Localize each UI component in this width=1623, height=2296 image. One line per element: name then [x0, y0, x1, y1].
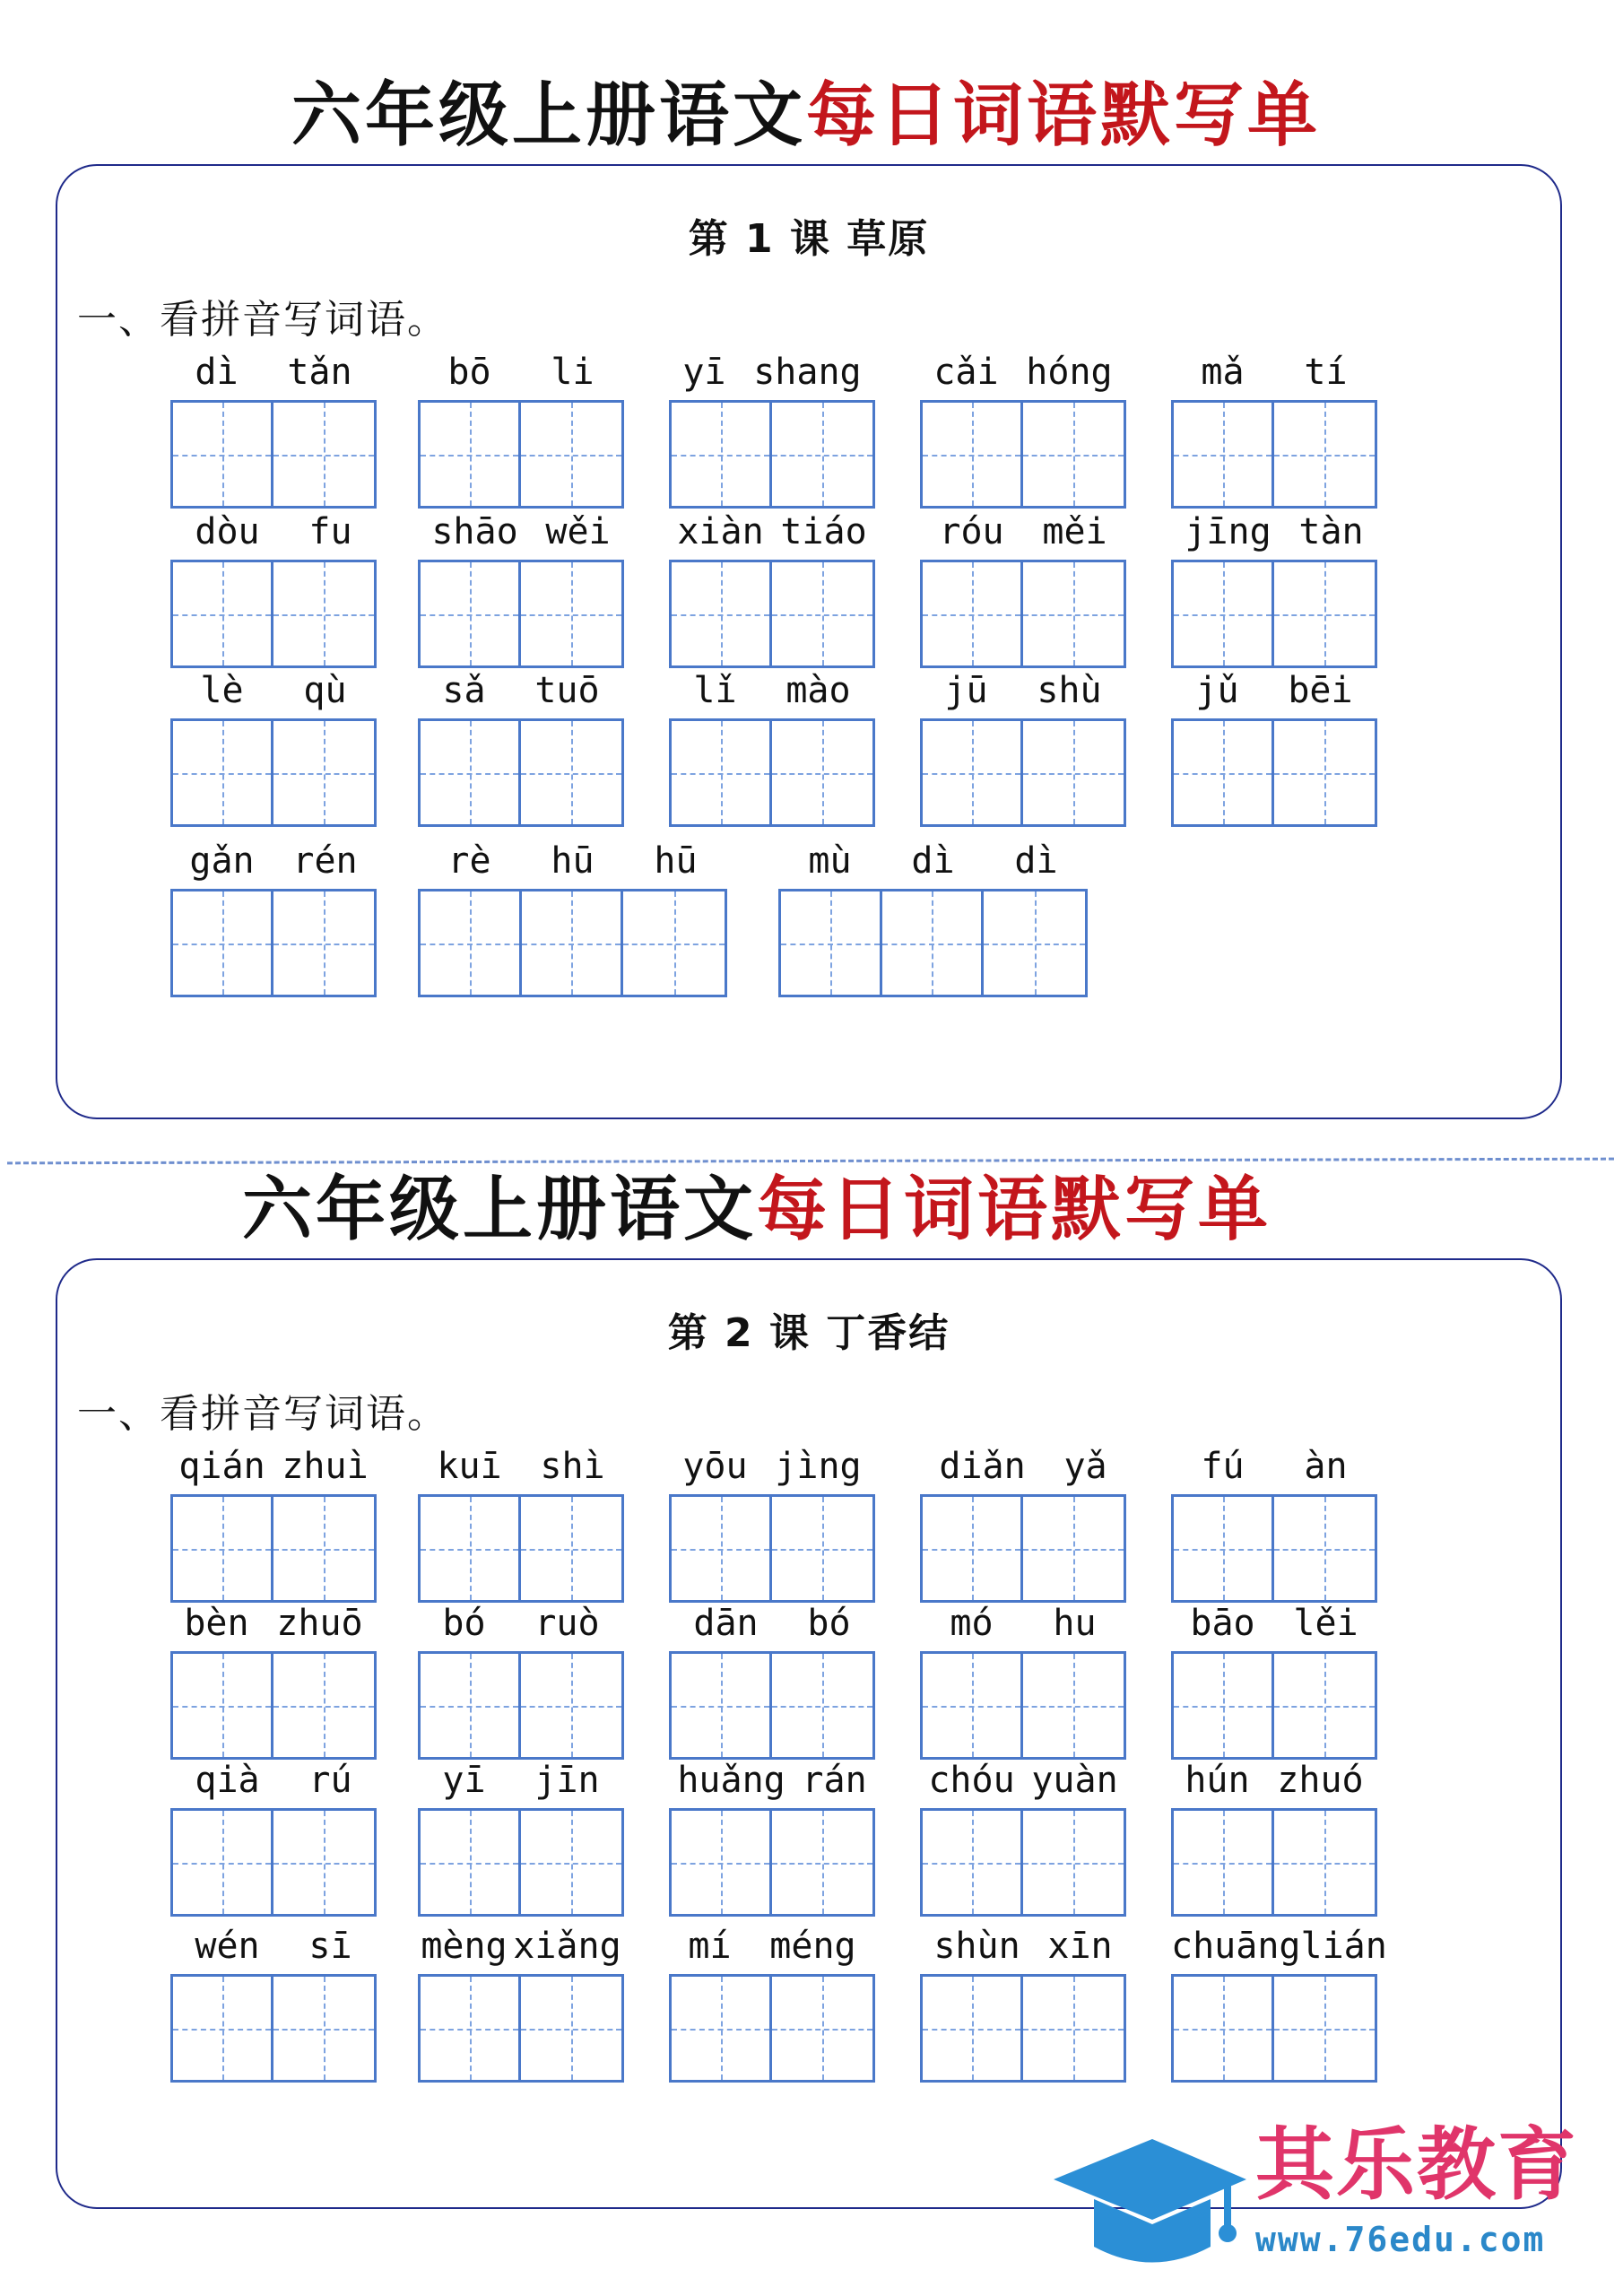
character-box[interactable] — [273, 562, 374, 665]
pinyin-syllable: shùn — [933, 1926, 1020, 1967]
pinyin-syllable: bō — [447, 352, 491, 393]
pinyin-label — [418, 668, 624, 713]
pinyin-syllable: li — [551, 352, 595, 393]
pinyin-label — [669, 350, 875, 395]
character-box[interactable] — [1274, 1977, 1375, 2080]
writing-grid — [418, 400, 624, 509]
pinyin-label — [170, 350, 377, 395]
word-item — [170, 1924, 377, 2083]
pinyin-syllable: qià — [195, 1760, 260, 1801]
sheet2-title-red: 每日词语默写单 — [757, 1169, 1272, 1250]
character-box[interactable] — [672, 1977, 772, 2080]
sheet2-title — [242, 1169, 1272, 1250]
character-box[interactable] — [923, 1977, 1023, 2080]
pinyin-label — [920, 1444, 1126, 1489]
character-box[interactable] — [1174, 1977, 1274, 2080]
character-box[interactable] — [421, 1811, 521, 1914]
sheet2-panel — [56, 1258, 1562, 2209]
character-box[interactable] — [273, 1977, 374, 2080]
character-box[interactable] — [421, 1977, 521, 2080]
character-box[interactable] — [772, 403, 872, 506]
pinyin-syllable: hún — [1185, 1760, 1250, 1801]
writing-grid — [920, 1651, 1126, 1760]
writing-grid — [170, 1974, 377, 2083]
character-box[interactable] — [1023, 1977, 1124, 2080]
character-box[interactable] — [421, 721, 521, 824]
pinyin-syllable: mào — [785, 670, 851, 711]
word-item — [669, 1601, 875, 1760]
pinyin-syllable: jīn — [534, 1760, 600, 1801]
writing-grid — [1171, 1974, 1377, 2083]
pinyin-syllable: mó — [950, 1603, 994, 1644]
cut-line — [7, 1158, 1614, 1165]
pinyin-syllable: tuō — [534, 670, 600, 711]
character-box[interactable] — [1174, 721, 1274, 824]
pinyin-syllable: lěi — [1293, 1603, 1358, 1644]
pinyin-label — [1171, 509, 1377, 554]
writing-grid — [920, 1494, 1126, 1603]
pinyin-syllable: rú — [308, 1760, 352, 1801]
character-box[interactable] — [521, 721, 621, 824]
pinyin-label — [920, 509, 1126, 554]
writing-grid — [418, 1494, 624, 1603]
pinyin-syllable: ruò — [534, 1603, 600, 1644]
character-box[interactable] — [173, 562, 273, 665]
word-item — [920, 509, 1126, 668]
word-item — [170, 668, 377, 827]
word-item — [669, 1924, 875, 2083]
word-item — [418, 668, 624, 827]
word-item — [418, 509, 624, 668]
pinyin-syllable: bó — [442, 1603, 486, 1644]
character-box[interactable] — [173, 1977, 273, 2080]
writing-grid — [418, 1974, 624, 2083]
word-item — [1171, 1924, 1387, 2083]
writing-grid — [669, 1808, 875, 1917]
character-box[interactable] — [1274, 721, 1375, 824]
writing-grid — [920, 560, 1126, 668]
character-box[interactable] — [273, 1654, 374, 1757]
character-box[interactable] — [772, 1497, 872, 1600]
pinyin-syllable: bēi — [1288, 670, 1353, 711]
word-item — [418, 839, 727, 997]
pinyin-syllable: shù — [1037, 670, 1102, 711]
pinyin-syllable: hóng — [1026, 352, 1113, 393]
pinyin-syllable: tǎn — [287, 352, 352, 393]
word-item — [170, 350, 377, 509]
character-box[interactable] — [984, 891, 1085, 995]
sheet1-panel — [56, 164, 1562, 1119]
pinyin-label — [418, 1924, 624, 1969]
word-item — [920, 1758, 1126, 1917]
character-box[interactable] — [522, 891, 623, 995]
pinyin-syllable: hū — [654, 840, 698, 882]
character-box[interactable] — [772, 1811, 872, 1914]
pinyin-syllable: tiáo — [780, 511, 867, 552]
character-box[interactable] — [1274, 1497, 1375, 1600]
pinyin-syllable: lián — [1300, 1926, 1387, 1967]
pinyin-syllable: xīn — [1047, 1926, 1113, 1967]
character-box[interactable] — [923, 562, 1023, 665]
pinyin-label — [170, 668, 377, 713]
pinyin-syllable: wěi — [545, 511, 611, 552]
pinyin-syllable: bāo — [1190, 1603, 1255, 1644]
sheet1-title — [291, 74, 1322, 156]
pinyin-label — [669, 1924, 875, 1969]
word-item — [920, 1444, 1126, 1603]
writing-grid — [1171, 1808, 1377, 1917]
character-box[interactable] — [772, 1654, 872, 1757]
word-item — [920, 668, 1126, 827]
pinyin-syllable: wén — [195, 1926, 260, 1967]
pinyin-syllable: cǎi — [933, 352, 999, 393]
word-item — [418, 1758, 624, 1917]
sheet1-title-black: 六年级上册语文 — [291, 74, 807, 156]
character-box[interactable] — [772, 721, 872, 824]
pinyin-syllable: chóu — [928, 1760, 1015, 1801]
writing-grid — [170, 1808, 377, 1917]
pinyin-syllable: shāo — [431, 511, 518, 552]
pinyin-syllable: tí — [1304, 352, 1348, 393]
character-box[interactable] — [1274, 1811, 1375, 1914]
character-box[interactable] — [521, 1811, 621, 1914]
pinyin-syllable: dòu — [195, 511, 260, 552]
writing-grid — [920, 1808, 1126, 1917]
pinyin-label — [920, 350, 1126, 395]
writing-grid — [669, 1974, 875, 2083]
word-item — [170, 1444, 377, 1603]
pinyin-syllable: jìng — [775, 1446, 862, 1487]
pinyin-syllable: jū — [944, 670, 988, 711]
word-item — [170, 1758, 377, 1917]
character-box[interactable] — [421, 1654, 521, 1757]
character-box[interactable] — [772, 562, 872, 665]
character-box[interactable] — [672, 721, 772, 824]
pinyin-label — [1171, 1444, 1377, 1489]
writing-grid — [418, 718, 624, 827]
pinyin-label — [1171, 668, 1377, 713]
pinyin-label — [170, 1924, 377, 1969]
sheet1-lesson-title: 第 1 课 草原 — [688, 216, 930, 262]
character-box[interactable] — [273, 1497, 374, 1600]
pinyin-syllable: yōu — [682, 1446, 748, 1487]
word-item — [920, 1601, 1126, 1760]
character-box[interactable] — [623, 891, 725, 995]
pinyin-syllable: méng — [769, 1926, 856, 1967]
character-box[interactable] — [1174, 1654, 1274, 1757]
pinyin-label — [170, 509, 377, 554]
character-box[interactable] — [923, 1497, 1023, 1600]
pinyin-label — [418, 1758, 624, 1803]
writing-grid — [170, 718, 377, 827]
writing-grid — [920, 718, 1126, 827]
pinyin-syllable: dì — [195, 352, 239, 393]
pinyin-syllable: àn — [1304, 1446, 1348, 1487]
sheet1-section-heading: 一、看拼音写词语。 — [77, 297, 448, 343]
graduation-cap-icon — [1045, 2126, 1251, 2269]
word-item — [778, 839, 1088, 997]
writing-grid — [170, 1494, 377, 1603]
pinyin-label — [778, 839, 1088, 883]
word-item — [669, 509, 875, 668]
pinyin-syllable: kuī — [437, 1446, 502, 1487]
pinyin-syllable: bèn — [184, 1603, 249, 1644]
pinyin-syllable: yuàn — [1031, 1760, 1118, 1801]
writing-grid — [669, 1651, 875, 1760]
character-box[interactable] — [273, 403, 374, 506]
character-box[interactable] — [923, 1654, 1023, 1757]
word-item — [1171, 1601, 1377, 1760]
pinyin-label — [170, 1758, 377, 1803]
character-box[interactable] — [1023, 562, 1124, 665]
word-item — [170, 839, 377, 997]
pinyin-syllable: huǎng — [677, 1760, 785, 1801]
character-box[interactable] — [173, 1654, 273, 1757]
word-item — [920, 1924, 1126, 2083]
character-box[interactable] — [1023, 1497, 1124, 1600]
pinyin-syllable: dān — [693, 1603, 759, 1644]
pinyin-syllable: shang — [753, 352, 862, 393]
pinyin-label — [920, 1758, 1126, 1803]
character-box[interactable] — [1174, 403, 1274, 506]
pinyin-syllable: róu — [939, 511, 1004, 552]
character-box[interactable] — [923, 403, 1023, 506]
character-box[interactable] — [421, 562, 521, 665]
character-box[interactable] — [173, 1811, 273, 1914]
writing-grid — [418, 889, 727, 997]
pinyin-syllable: yī — [682, 352, 726, 393]
pinyin-syllable: fu — [308, 511, 352, 552]
character-box[interactable] — [882, 891, 984, 995]
pinyin-label — [418, 839, 727, 883]
character-box[interactable] — [521, 1654, 621, 1757]
character-box[interactable] — [421, 403, 521, 506]
character-box[interactable] — [1174, 1811, 1274, 1914]
pinyin-label — [1171, 350, 1377, 395]
word-item — [669, 1758, 875, 1917]
pinyin-label — [920, 1924, 1126, 1969]
word-item — [669, 350, 875, 509]
pinyin-syllable: mù — [808, 840, 852, 882]
pinyin-syllable: qián — [178, 1446, 265, 1487]
pinyin-label — [669, 1601, 875, 1646]
character-box[interactable] — [923, 721, 1023, 824]
writing-grid — [170, 889, 377, 997]
pinyin-syllable: diǎn — [939, 1446, 1026, 1487]
pinyin-label — [1171, 1758, 1377, 1803]
pinyin-syllable: sī — [308, 1926, 352, 1967]
character-box[interactable] — [173, 1497, 273, 1600]
pinyin-syllable: hu — [1053, 1603, 1097, 1644]
character-box[interactable] — [1274, 1654, 1375, 1757]
pinyin-syllable: mèng — [421, 1926, 508, 1967]
pinyin-label — [418, 1601, 624, 1646]
writing-grid — [418, 560, 624, 668]
pinyin-label — [418, 509, 624, 554]
pinyin-label — [669, 509, 875, 554]
pinyin-syllable: lǐ — [693, 670, 737, 711]
character-box[interactable] — [1274, 562, 1375, 665]
sheet2-title-black: 六年级上册语文 — [242, 1169, 758, 1250]
sheet2-lesson-title: 第 2 课 丁香结 — [667, 1310, 950, 1356]
character-box[interactable] — [521, 1977, 621, 2080]
pinyin-syllable: shì — [540, 1446, 605, 1487]
pinyin-label — [669, 1444, 875, 1489]
writing-grid — [669, 400, 875, 509]
writing-grid — [778, 889, 1088, 997]
character-box[interactable] — [521, 562, 621, 665]
character-box[interactable] — [923, 1811, 1023, 1914]
character-box[interactable] — [421, 1497, 521, 1600]
word-item — [920, 350, 1126, 509]
character-box[interactable] — [1023, 403, 1124, 506]
writing-grid — [1171, 560, 1377, 668]
writing-grid — [1171, 400, 1377, 509]
character-box[interactable] — [273, 891, 374, 995]
character-box[interactable] — [273, 721, 374, 824]
character-box[interactable] — [173, 403, 273, 506]
pinyin-syllable: mǎ — [1201, 352, 1245, 393]
character-box[interactable] — [1174, 1497, 1274, 1600]
writing-grid — [170, 400, 377, 509]
pinyin-label — [669, 1758, 875, 1803]
character-box[interactable] — [521, 1497, 621, 1600]
character-box[interactable] — [781, 891, 882, 995]
pinyin-syllable: rè — [447, 840, 491, 882]
pinyin-label — [418, 1444, 624, 1489]
character-box[interactable] — [672, 1497, 772, 1600]
character-box[interactable] — [1023, 1654, 1124, 1757]
pinyin-syllable: rán — [802, 1760, 867, 1801]
pinyin-syllable: tàn — [1298, 511, 1364, 552]
pinyin-syllable: jǔ — [1195, 670, 1239, 711]
pinyin-syllable: mí — [688, 1926, 732, 1967]
word-item — [1171, 509, 1377, 668]
pinyin-syllable: lè — [200, 670, 244, 711]
character-box[interactable] — [1023, 721, 1124, 824]
pinyin-syllable: rén — [292, 840, 358, 882]
character-box[interactable] — [672, 562, 772, 665]
writing-grid — [1171, 1651, 1377, 1760]
character-box[interactable] — [672, 403, 772, 506]
word-item — [418, 1601, 624, 1760]
pinyin-syllable: dì — [911, 840, 955, 882]
brand-name: 其乐教育 — [1255, 2118, 1579, 2211]
character-box[interactable] — [273, 1811, 374, 1914]
pinyin-syllable: dì — [1014, 840, 1058, 882]
pinyin-syllable: chuāng — [1171, 1926, 1301, 1967]
word-item — [170, 1601, 377, 1760]
word-item — [1171, 1758, 1377, 1917]
pinyin-syllable: bó — [807, 1603, 851, 1644]
character-box[interactable] — [521, 403, 621, 506]
writing-grid — [669, 560, 875, 668]
brand-url: www.76edu.com — [1255, 2220, 1546, 2259]
character-box[interactable] — [173, 721, 273, 824]
pinyin-syllable: yǎ — [1063, 1446, 1107, 1487]
pinyin-label — [1171, 1601, 1377, 1646]
writing-grid — [920, 400, 1126, 509]
pinyin-label — [418, 350, 624, 395]
character-box[interactable] — [173, 891, 273, 995]
pinyin-label — [669, 668, 875, 713]
pinyin-label — [170, 1601, 377, 1646]
writing-grid — [1171, 718, 1377, 827]
pinyin-syllable: xiǎng — [513, 1926, 621, 1967]
character-box[interactable] — [672, 1811, 772, 1914]
pinyin-label — [1171, 1924, 1387, 1969]
character-box[interactable] — [672, 1654, 772, 1757]
pinyin-label — [170, 1444, 377, 1489]
character-box[interactable] — [1174, 562, 1274, 665]
pinyin-syllable: sǎ — [442, 670, 486, 711]
writing-grid — [170, 560, 377, 668]
pinyin-label — [170, 839, 377, 883]
character-box[interactable] — [772, 1977, 872, 2080]
pinyin-syllable: qù — [303, 670, 347, 711]
writing-grid — [669, 718, 875, 827]
character-box[interactable] — [1274, 403, 1375, 506]
word-item — [669, 1444, 875, 1603]
word-item — [170, 509, 377, 668]
word-item — [1171, 350, 1377, 509]
pinyin-label — [920, 668, 1126, 713]
writing-grid — [418, 1651, 624, 1760]
sheet2-section-heading: 一、看拼音写词语。 — [77, 1391, 448, 1437]
pinyin-syllable: fú — [1201, 1446, 1245, 1487]
writing-grid — [1171, 1494, 1377, 1603]
writing-grid — [920, 1974, 1126, 2083]
character-box[interactable] — [1023, 1811, 1124, 1914]
character-box[interactable] — [421, 891, 522, 995]
word-item — [1171, 1444, 1377, 1603]
pinyin-syllable: zhuì — [282, 1446, 369, 1487]
pinyin-syllable: zhuō — [276, 1603, 363, 1644]
writing-grid — [418, 1808, 624, 1917]
word-item — [1171, 668, 1377, 827]
pinyin-syllable: zhuó — [1277, 1760, 1364, 1801]
word-item — [418, 1924, 624, 2083]
pinyin-syllable: hū — [551, 840, 595, 882]
pinyin-syllable: yī — [442, 1760, 486, 1801]
pinyin-label — [920, 1601, 1126, 1646]
sheet1-title-red: 每日词语默写单 — [806, 74, 1322, 156]
writing-grid — [669, 1494, 875, 1603]
pinyin-syllable: měi — [1042, 511, 1107, 552]
pinyin-syllable: xiàn — [677, 511, 764, 552]
word-item — [418, 1444, 624, 1603]
writing-grid — [170, 1651, 377, 1760]
pinyin-syllable: gǎn — [189, 840, 255, 882]
word-item — [418, 350, 624, 509]
pinyin-syllable: jīng — [1185, 511, 1271, 552]
word-item — [669, 668, 875, 827]
